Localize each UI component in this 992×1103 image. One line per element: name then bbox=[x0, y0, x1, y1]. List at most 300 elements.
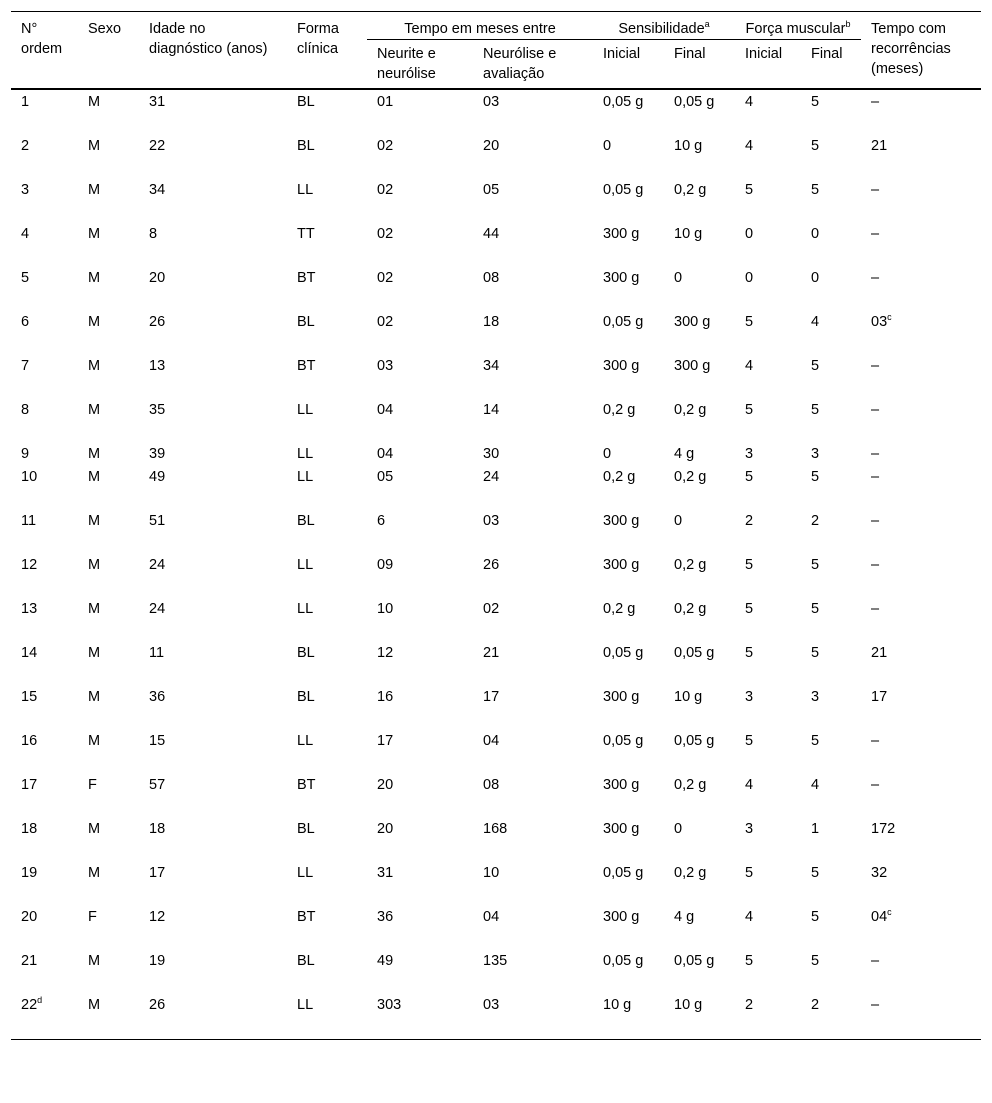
cell-neurolise: 168 bbox=[483, 821, 508, 837]
cell-ordem-value: 8 bbox=[21, 402, 30, 418]
cell-sexo: M bbox=[88, 689, 101, 705]
cell-neurolise: 44 bbox=[483, 226, 500, 242]
cell-recorrencias bbox=[861, 310, 981, 354]
cell-recorrencias bbox=[861, 597, 981, 641]
cell-sens-inicial: 10 g bbox=[603, 997, 632, 1013]
cell-ordem bbox=[11, 442, 78, 465]
table-row bbox=[11, 509, 981, 553]
cell-forca-final: 5 bbox=[811, 138, 820, 154]
table-row bbox=[11, 222, 981, 266]
cell-forca-inicial: 5 bbox=[745, 865, 754, 881]
table-row bbox=[11, 310, 981, 354]
cell-ordem-value: 5 bbox=[21, 270, 30, 286]
cell-sens-inicial: 0,05 g bbox=[603, 953, 644, 969]
cell-forca-final: 4 bbox=[811, 314, 820, 330]
cell-recorrencias-value: – bbox=[871, 557, 880, 573]
cell-neurite: 20 bbox=[377, 821, 394, 837]
cell-forma: BL bbox=[297, 689, 315, 705]
cell-sexo: M bbox=[88, 182, 101, 198]
cell-recorrencias-value: – bbox=[871, 94, 880, 110]
cell-neurite: 02 bbox=[377, 226, 394, 242]
cell-forma: BL bbox=[297, 645, 315, 661]
cell-ordem bbox=[11, 905, 78, 949]
cell-recorrencias-value: 04 bbox=[871, 909, 888, 925]
footnote-marker: c bbox=[887, 312, 892, 322]
cell-recorrencias-value: – bbox=[871, 358, 880, 374]
cell-sens-final: 0,2 g bbox=[674, 865, 707, 881]
cell-neurolise: 03 bbox=[483, 997, 500, 1013]
cell-recorrencias bbox=[861, 993, 981, 1040]
cell-forca-final: 4 bbox=[811, 777, 820, 793]
cell-recorrencias bbox=[861, 442, 981, 465]
cell-recorrencias-value: – bbox=[871, 270, 880, 286]
cell-ordem bbox=[11, 354, 78, 398]
cell-sexo: M bbox=[88, 865, 101, 881]
cell-forca-final: 5 bbox=[811, 733, 820, 749]
cell-forca-inicial: 0 bbox=[745, 226, 754, 242]
cell-ordem bbox=[11, 993, 78, 1040]
cell-forca-final: 2 bbox=[811, 513, 820, 529]
table-row bbox=[11, 993, 981, 1040]
cell-neurite: 05 bbox=[377, 469, 394, 485]
cell-forma: LL bbox=[297, 601, 314, 617]
cell-neurolise: 02 bbox=[483, 601, 500, 617]
cell-sexo: M bbox=[88, 997, 101, 1013]
cell-ordem-value: 2 bbox=[21, 138, 30, 154]
cell-forca-final: 5 bbox=[811, 402, 820, 418]
header-tempo-group: Tempo em meses entre bbox=[367, 12, 593, 40]
cell-ordem-value: 22 bbox=[21, 997, 38, 1013]
cell-idade: 57 bbox=[149, 777, 166, 793]
cell-recorrencias bbox=[861, 641, 981, 685]
cell-ordem bbox=[11, 509, 78, 553]
cell-neurite: 10 bbox=[377, 601, 394, 617]
cell-forma: BL bbox=[297, 821, 315, 837]
cell-ordem-value: 18 bbox=[21, 821, 38, 837]
cell-idade: 19 bbox=[149, 953, 166, 969]
cell-sexo: M bbox=[88, 446, 101, 462]
table-row bbox=[11, 729, 981, 773]
cell-sens-final: 300 g bbox=[674, 314, 711, 330]
table-row bbox=[11, 266, 981, 310]
cell-ordem-value: 14 bbox=[21, 645, 38, 661]
cell-sens-inicial: 0,05 g bbox=[603, 645, 644, 661]
cell-forca-inicial: 4 bbox=[745, 777, 754, 793]
cell-forma: BL bbox=[297, 513, 315, 529]
cell-forca-inicial: 2 bbox=[745, 997, 754, 1013]
cell-forma: TT bbox=[297, 226, 315, 242]
table-row bbox=[11, 398, 981, 442]
cell-forca-final: 3 bbox=[811, 446, 820, 462]
cell-forma: BT bbox=[297, 270, 316, 286]
cell-ordem bbox=[11, 178, 78, 222]
cell-sexo: M bbox=[88, 138, 101, 154]
cell-sens-final: 10 g bbox=[674, 997, 703, 1013]
cell-forca-final: 5 bbox=[811, 182, 820, 198]
cell-neurite: 20 bbox=[377, 777, 394, 793]
cell-forma: LL bbox=[297, 446, 314, 462]
footnote-marker: a bbox=[704, 19, 710, 29]
cell-recorrencias-value: – bbox=[871, 226, 880, 242]
cell-sens-final: 10 g bbox=[674, 689, 703, 705]
table-body bbox=[11, 89, 981, 1040]
cell-recorrencias bbox=[861, 509, 981, 553]
cell-ordem-value: 4 bbox=[21, 226, 30, 242]
cell-neurite: 6 bbox=[377, 513, 386, 529]
cell-ordem-value: 16 bbox=[21, 733, 38, 749]
cell-recorrencias bbox=[861, 949, 981, 993]
cell-sens-inicial: 300 g bbox=[603, 777, 640, 793]
cell-sens-final: 4 g bbox=[674, 446, 695, 462]
cell-sens-final: 0 bbox=[674, 270, 683, 286]
table-row bbox=[11, 354, 981, 398]
cell-sexo: M bbox=[88, 645, 101, 661]
cell-ordem-value: 19 bbox=[21, 865, 38, 881]
cell-recorrencias-value: 03 bbox=[871, 314, 888, 330]
cell-forca-inicial: 5 bbox=[745, 469, 754, 485]
cell-ordem-value: 7 bbox=[21, 358, 30, 374]
cell-sens-inicial: 300 g bbox=[603, 821, 640, 837]
cell-forca-inicial: 4 bbox=[745, 138, 754, 154]
cell-recorrencias-value: – bbox=[871, 777, 880, 793]
cell-recorrencias bbox=[861, 685, 981, 729]
cell-ordem bbox=[11, 773, 78, 817]
cell-neurite: 02 bbox=[377, 270, 394, 286]
cell-sexo: M bbox=[88, 733, 101, 749]
cell-ordem bbox=[11, 861, 78, 905]
cell-neurolise: 34 bbox=[483, 358, 500, 374]
cell-ordem-value: 3 bbox=[21, 182, 30, 198]
cell-forca-inicial: 0 bbox=[745, 270, 754, 286]
cell-sens-final: 4 g bbox=[674, 909, 695, 925]
cell-recorrencias bbox=[861, 729, 981, 773]
cell-idade: 51 bbox=[149, 513, 166, 529]
cell-forca-inicial: 4 bbox=[745, 909, 754, 925]
cell-forma: LL bbox=[297, 469, 314, 485]
cell-ordem-value: 15 bbox=[21, 689, 38, 705]
cell-idade: 35 bbox=[149, 402, 166, 418]
cell-neurite: 04 bbox=[377, 446, 394, 462]
cell-forca-final: 5 bbox=[811, 645, 820, 661]
cell-neurite: 303 bbox=[377, 997, 402, 1013]
cell-ordem bbox=[11, 134, 78, 178]
cell-sens-final: 0,2 g bbox=[674, 557, 707, 573]
cell-neurolise: 10 bbox=[483, 865, 500, 881]
cell-sens-final: 0 bbox=[674, 513, 683, 529]
table-header bbox=[11, 12, 981, 90]
cell-sens-final: 0,2 g bbox=[674, 469, 707, 485]
cell-forma: BL bbox=[297, 138, 315, 154]
cell-neurolise: 04 bbox=[483, 733, 500, 749]
cell-neurolise: 03 bbox=[483, 513, 500, 529]
cell-forca-inicial: 4 bbox=[745, 358, 754, 374]
cell-forca-inicial: 5 bbox=[745, 557, 754, 573]
cell-ordem bbox=[11, 465, 78, 509]
cell-sens-inicial: 300 g bbox=[603, 689, 640, 705]
cell-sens-final: 0,05 g bbox=[674, 645, 715, 661]
table-row bbox=[11, 442, 981, 465]
cell-sens-inicial: 0 bbox=[603, 138, 612, 154]
cell-forca-final: 5 bbox=[811, 953, 820, 969]
cell-ordem bbox=[11, 685, 78, 729]
table-row bbox=[11, 905, 981, 949]
cell-recorrencias bbox=[861, 773, 981, 817]
cell-forca-inicial: 5 bbox=[745, 402, 754, 418]
cell-forca-final: 0 bbox=[811, 270, 820, 286]
cell-forca-inicial: 5 bbox=[745, 601, 754, 617]
cell-sens-inicial: 0,05 g bbox=[603, 733, 644, 749]
cell-sens-inicial: 300 g bbox=[603, 513, 640, 529]
cell-sens-inicial: 300 g bbox=[603, 358, 640, 374]
header-neurolise: Neurólise e avaliação bbox=[483, 46, 557, 82]
cell-neurolise: 21 bbox=[483, 645, 500, 661]
cell-recorrencias-value: 32 bbox=[871, 865, 888, 881]
cell-ordem-value: 11 bbox=[21, 513, 37, 529]
table-row bbox=[11, 685, 981, 729]
cell-ordem bbox=[11, 89, 78, 134]
header-forca-inicial: Inicial bbox=[745, 46, 783, 62]
cell-neurite: 16 bbox=[377, 689, 394, 705]
cell-neurite: 02 bbox=[377, 314, 394, 330]
cell-neurolise: 05 bbox=[483, 182, 500, 198]
header-sexo: Sexo bbox=[88, 21, 122, 37]
cell-sens-inicial: 300 g bbox=[603, 226, 640, 242]
cell-sens-final: 0,05 g bbox=[674, 94, 715, 110]
cell-idade: 12 bbox=[149, 909, 166, 925]
cell-neurolise: 03 bbox=[483, 94, 500, 110]
cell-forma: LL bbox=[297, 557, 314, 573]
cell-idade: 15 bbox=[149, 733, 166, 749]
header-forca-group bbox=[735, 12, 861, 40]
cell-sexo: M bbox=[88, 513, 101, 529]
cell-forma: BL bbox=[297, 953, 315, 969]
cell-neurite: 12 bbox=[377, 645, 394, 661]
cell-forca-final: 5 bbox=[811, 909, 820, 925]
cell-neurolise: 14 bbox=[483, 402, 500, 418]
cell-forca-inicial: 3 bbox=[745, 446, 754, 462]
cell-forma: BL bbox=[297, 94, 315, 110]
cell-sens-inicial: 0,05 g bbox=[603, 94, 644, 110]
cell-forca-inicial: 3 bbox=[745, 821, 754, 837]
table-row bbox=[11, 949, 981, 993]
cell-sens-final: 10 g bbox=[674, 226, 703, 242]
cell-forca-inicial: 2 bbox=[745, 513, 754, 529]
cell-neurite: 09 bbox=[377, 557, 394, 573]
cell-recorrencias-value: – bbox=[871, 601, 880, 617]
cell-sexo: M bbox=[88, 314, 101, 330]
cell-sens-inicial: 0 bbox=[603, 446, 612, 462]
cell-ordem bbox=[11, 597, 78, 641]
cell-neurite: 01 bbox=[377, 94, 394, 110]
cell-recorrencias bbox=[861, 178, 981, 222]
cell-idade: 26 bbox=[149, 314, 166, 330]
cell-forca-inicial: 4 bbox=[745, 94, 754, 110]
cell-ordem-value: 20 bbox=[21, 909, 38, 925]
cell-recorrencias bbox=[861, 222, 981, 266]
cell-ordem bbox=[11, 398, 78, 442]
cell-neurolise: 30 bbox=[483, 446, 500, 462]
cell-neurolise: 18 bbox=[483, 314, 500, 330]
cell-ordem bbox=[11, 553, 78, 597]
header-ordem: N° ordem bbox=[21, 21, 63, 57]
cell-recorrencias bbox=[861, 134, 981, 178]
cell-forca-inicial: 5 bbox=[745, 645, 754, 661]
cell-recorrencias-value: – bbox=[871, 182, 880, 198]
cell-sens-inicial: 300 g bbox=[603, 270, 640, 286]
cell-sens-inicial: 0,2 g bbox=[603, 402, 636, 418]
cell-neurolise: 135 bbox=[483, 953, 508, 969]
cell-idade: 17 bbox=[149, 865, 166, 881]
cell-idade: 8 bbox=[149, 226, 158, 242]
cell-idade: 34 bbox=[149, 182, 166, 198]
cell-idade: 24 bbox=[149, 557, 166, 573]
cell-ordem-value: 9 bbox=[21, 446, 30, 462]
cell-forca-final: 5 bbox=[811, 469, 820, 485]
cell-ordem bbox=[11, 641, 78, 685]
table-row bbox=[11, 817, 981, 861]
header-idade: Idade no diagnóstico (anos) bbox=[149, 21, 268, 57]
cell-ordem-value: 10 bbox=[21, 469, 38, 485]
cell-sexo: M bbox=[88, 601, 101, 617]
cell-ordem-value: 12 bbox=[21, 557, 38, 573]
cell-neurite: 17 bbox=[377, 733, 394, 749]
cell-sens-inicial: 300 g bbox=[603, 557, 640, 573]
table-row bbox=[11, 641, 981, 685]
cell-sens-final: 0,2 g bbox=[674, 777, 707, 793]
cell-neurolise: 17 bbox=[483, 689, 500, 705]
cell-sens-inicial: 300 g bbox=[603, 909, 640, 925]
cell-forca-inicial: 5 bbox=[745, 182, 754, 198]
header-forca-final: Final bbox=[811, 46, 843, 62]
cell-recorrencias bbox=[861, 905, 981, 949]
cell-forca-inicial: 5 bbox=[745, 733, 754, 749]
cell-sens-final: 300 g bbox=[674, 358, 711, 374]
cell-sens-inicial: 0,2 g bbox=[603, 469, 636, 485]
table-row bbox=[11, 773, 981, 817]
cell-recorrencias-value: 21 bbox=[871, 645, 888, 661]
cell-idade: 13 bbox=[149, 358, 166, 374]
cell-forca-final: 5 bbox=[811, 601, 820, 617]
table-row bbox=[11, 178, 981, 222]
cell-sens-inicial: 0,05 g bbox=[603, 314, 644, 330]
cell-ordem bbox=[11, 222, 78, 266]
cell-recorrencias-value: – bbox=[871, 953, 880, 969]
cell-ordem bbox=[11, 729, 78, 773]
cell-forma: LL bbox=[297, 997, 314, 1013]
cell-forca-final: 5 bbox=[811, 358, 820, 374]
table-row bbox=[11, 89, 981, 134]
cell-forma: LL bbox=[297, 182, 314, 198]
cell-neurite: 02 bbox=[377, 182, 394, 198]
cell-forca-inicial: 5 bbox=[745, 953, 754, 969]
cell-ordem bbox=[11, 266, 78, 310]
header-sens-final: Final bbox=[674, 46, 706, 62]
cell-sens-final: 0,2 g bbox=[674, 402, 707, 418]
table-row bbox=[11, 134, 981, 178]
cell-sens-final: 10 g bbox=[674, 138, 703, 154]
cell-forca-final: 5 bbox=[811, 94, 820, 110]
cell-ordem-value: 17 bbox=[21, 777, 38, 793]
cell-sexo: M bbox=[88, 94, 101, 110]
cell-forma: LL bbox=[297, 733, 314, 749]
cell-sexo: F bbox=[88, 909, 97, 925]
cell-sexo: M bbox=[88, 226, 101, 242]
cell-recorrencias-value: – bbox=[871, 446, 880, 462]
cell-idade: 22 bbox=[149, 138, 166, 154]
cell-neurolise: 26 bbox=[483, 557, 500, 573]
cell-recorrencias bbox=[861, 398, 981, 442]
cell-idade: 11 bbox=[149, 645, 165, 661]
cell-forma: LL bbox=[297, 865, 314, 881]
cell-neurite: 31 bbox=[377, 865, 394, 881]
cell-recorrencias-value: – bbox=[871, 513, 880, 529]
cell-recorrencias bbox=[861, 817, 981, 861]
cell-neurite: 02 bbox=[377, 138, 394, 154]
cell-forca-final: 5 bbox=[811, 557, 820, 573]
cell-idade: 26 bbox=[149, 997, 166, 1013]
cell-recorrencias-value: – bbox=[871, 469, 880, 485]
cell-sexo: M bbox=[88, 402, 101, 418]
cell-sexo: M bbox=[88, 469, 101, 485]
cell-neurolise: 24 bbox=[483, 469, 500, 485]
cell-forca-final: 0 bbox=[811, 226, 820, 242]
cell-sens-final: 0,05 g bbox=[674, 953, 715, 969]
cell-neurite: 03 bbox=[377, 358, 394, 374]
table-row bbox=[11, 553, 981, 597]
cell-recorrencias bbox=[861, 266, 981, 310]
cell-recorrencias bbox=[861, 89, 981, 134]
footnote-marker: c bbox=[887, 907, 892, 917]
cell-forca-final: 1 bbox=[811, 821, 820, 837]
cell-sens-final: 0 bbox=[674, 821, 683, 837]
cell-neurite: 04 bbox=[377, 402, 394, 418]
cell-sens-final: 0,2 g bbox=[674, 182, 707, 198]
cell-sens-inicial: 0,2 g bbox=[603, 601, 636, 617]
cell-recorrencias bbox=[861, 861, 981, 905]
cell-idade: 36 bbox=[149, 689, 166, 705]
cell-neurolise: 08 bbox=[483, 777, 500, 793]
cell-recorrencias-value: – bbox=[871, 997, 880, 1013]
header-neurite: Neurite e neurólise bbox=[377, 46, 436, 82]
cell-recorrencias-value: 21 bbox=[871, 138, 888, 154]
cell-idade: 20 bbox=[149, 270, 166, 286]
cell-ordem-value: 21 bbox=[21, 953, 38, 969]
footnote-marker: b bbox=[845, 19, 851, 29]
cell-sens-inicial: 0,05 g bbox=[603, 865, 644, 881]
cell-sens-final: 0,2 g bbox=[674, 601, 707, 617]
cell-forma: BL bbox=[297, 314, 315, 330]
cell-recorrencias bbox=[861, 553, 981, 597]
cell-recorrencias bbox=[861, 354, 981, 398]
cell-recorrencias-value: – bbox=[871, 733, 880, 749]
table-row bbox=[11, 465, 981, 509]
header-forca-label: Força muscular bbox=[745, 21, 846, 37]
cell-sexo: M bbox=[88, 358, 101, 374]
cell-neurolise: 20 bbox=[483, 138, 500, 154]
cell-idade: 49 bbox=[149, 469, 166, 485]
header-recorrencias: Tempo com recorrências (meses) bbox=[871, 21, 951, 77]
cell-idade: 18 bbox=[149, 821, 166, 837]
cell-forca-final: 5 bbox=[811, 865, 820, 881]
cell-recorrencias-value: – bbox=[871, 402, 880, 418]
cell-ordem bbox=[11, 310, 78, 354]
header-forma-clinica: Forma clínica bbox=[297, 21, 339, 57]
cell-idade: 39 bbox=[149, 446, 166, 462]
patient-data-table bbox=[11, 11, 981, 1040]
cell-sexo: M bbox=[88, 953, 101, 969]
footnote-marker: d bbox=[37, 995, 43, 1005]
cell-ordem-value: 13 bbox=[21, 601, 38, 617]
